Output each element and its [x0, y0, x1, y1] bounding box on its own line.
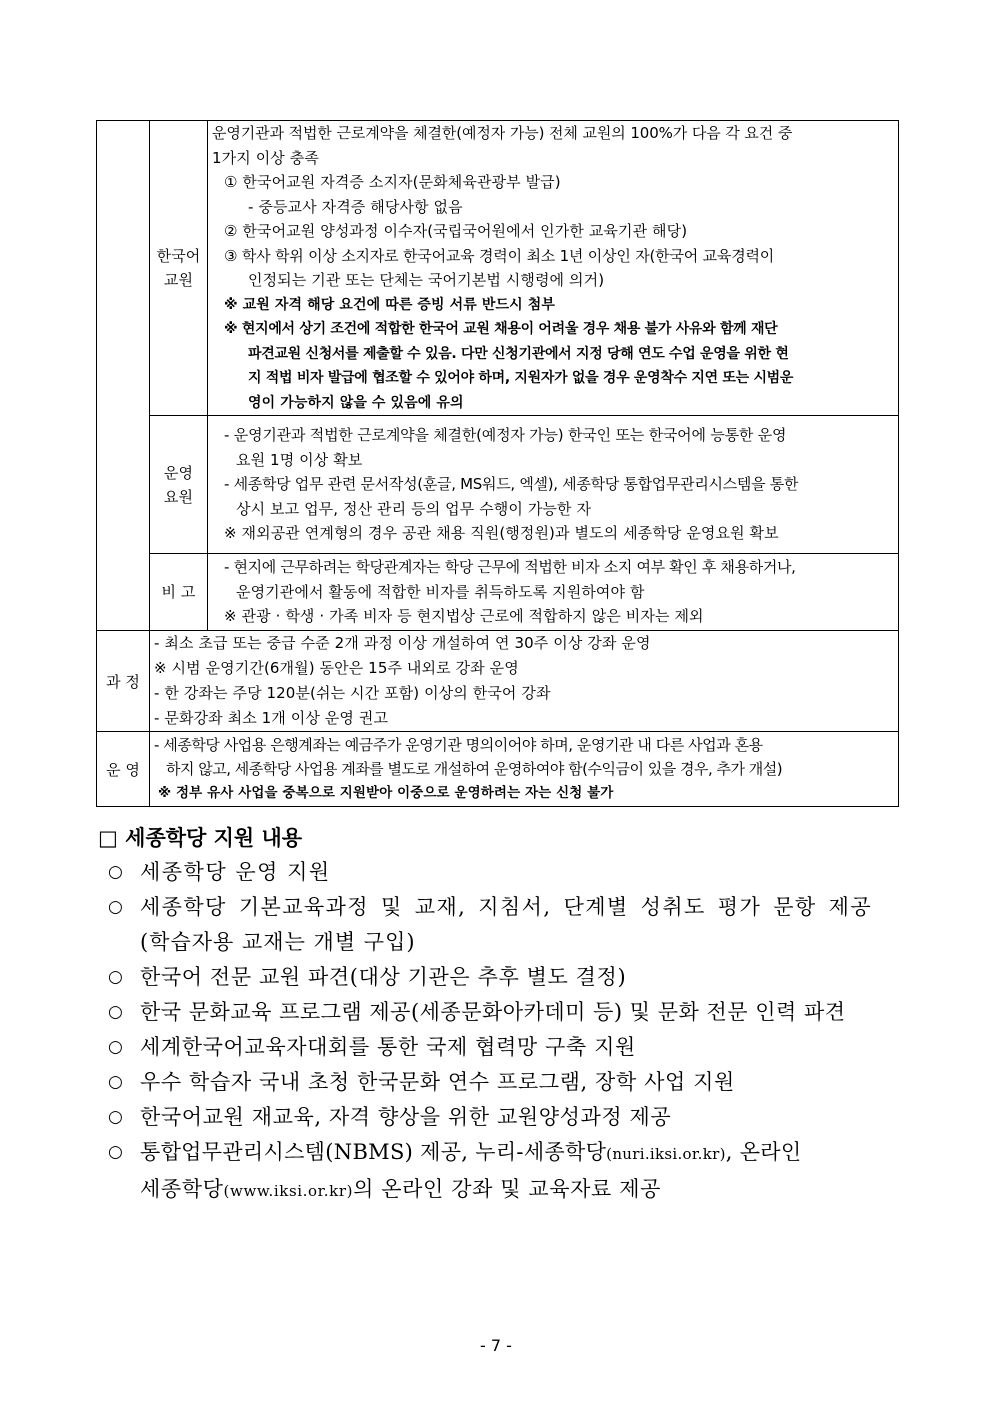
support-list	[108, 855, 900, 1209]
row-label-course	[97, 631, 150, 732]
bullet-icon: ○	[108, 967, 123, 987]
row-label-remarks	[150, 554, 208, 631]
url-text: (nuri.iksi.or.kr)	[606, 1145, 726, 1163]
text-line: 요원 1명 이상 확보	[236, 450, 363, 469]
staff-content	[208, 416, 899, 554]
empty-category-cell	[97, 121, 150, 631]
note-line: 파견교원 신청서를 제출할 수 있음. 다만 신청기관에서 지정 당해 연도 수업 운영을 위한 현	[248, 345, 789, 362]
bullet-icon: ○	[108, 1072, 123, 1092]
label-line: 한국어	[156, 247, 201, 265]
bullet-icon: ○	[108, 862, 123, 882]
label-line: 요원	[163, 487, 194, 506]
table-row-staff	[97, 416, 899, 554]
list-item	[108, 1100, 900, 1135]
table-row-operation	[97, 732, 899, 807]
item-text: 세종학당 운영 지원	[140, 860, 331, 884]
text-line: ※ 관광 · 학생 · 가족 비자 등 현지법상 근로에 적합하지 않은 비자는 제외	[224, 607, 704, 626]
table-row-remarks	[97, 554, 899, 631]
label-text: 과 정	[106, 672, 140, 691]
text-line: ※ 시범 운영기간(6개월) 동안은 15주 내외로 강좌 운영	[154, 659, 519, 677]
row-label-staff	[150, 416, 208, 554]
label-text: 운 영	[106, 760, 140, 779]
item-text: 한국어교원 재교육, 자격 향상을 위한 교원양성과정 제공	[140, 1105, 672, 1129]
item-text: 한국 문화교육 프로그램 제공(세종문화아카데미 등) 및 문화 전문 인력 파견	[140, 1000, 846, 1024]
text-line: 운영기관과 적법한 근로계약을 체결한(예정자 가능) 전체 교원의 100%가 다음 각 요건 중	[212, 124, 793, 142]
note-line: ※ 교원 자격 해당 요건에 따른 증빙 서류 반드시 첨부	[224, 296, 555, 313]
text-line: ③ 학사 학위 이상 소지자로 한국어교육 경력이 최소 1년 이상인 자(한국어 교육경력이	[224, 246, 775, 265]
item-text-part: 의 온라인 강좌 및 교육자료 제공	[353, 1177, 661, 1201]
operation-content	[150, 732, 899, 807]
text-line: 운영기관에서 활동에 적합한 비자를 취득하도록 지원하여야 함	[236, 582, 645, 601]
row-label-operation	[97, 732, 150, 807]
label-line: 비 고	[161, 583, 196, 601]
item-text: 세계한국어교육자대회를 통한 국제 협력망 구축 지원	[140, 1035, 636, 1059]
list-item	[108, 995, 900, 1030]
text-line: - 현지에 근무하려는 학당관계자는 학당 근무에 적법한 비자 소지 여부 확인 후 채용하거나,	[224, 558, 796, 577]
bullet-icon: ○	[108, 1107, 123, 1127]
text-line: - 최소 초급 또는 중급 수준 2개 과정 이상 개설하여 연 30주 이상 강좌 운영	[154, 634, 651, 652]
item-text: 우수 학습자 국내 초청 한국문화 연수 프로그램, 장학 사업 지원	[140, 1070, 735, 1094]
list-item	[108, 960, 900, 995]
item-text: 세종학당 기본교육과정 및 교재, 지침서, 단계별 성취도 평가 문항 제공	[140, 895, 873, 919]
item-text: 한국어 전문 교원 파견(대상 기관은 추후 별도 결정)	[140, 965, 627, 989]
text-line: 하지 않고, 세종학당 사업용 계좌를 별도로 개설하여 운영하여야 함(수익금이 있을 경우, 추가 개설)	[166, 760, 783, 778]
label-line: 운영	[163, 463, 194, 482]
text-line: ② 한국어교원 양성과정 이수자(국립국어원에서 인가한 교육기관 해당)	[224, 222, 688, 240]
text-line: ① 한국어교원 자격증 소지자(문화체육관광부 발급)	[224, 173, 561, 191]
note-line: ※ 현지에서 상기 조건에 적합한 한국어 교원 채용이 어려울 경우 채용 불가 사유와 함께 재단	[224, 321, 778, 337]
section-title: □ 세종학당 지원 내용	[98, 826, 303, 850]
bullet-icon: ○	[108, 1002, 123, 1022]
note-line: 영이 가능하지 않을 수 있음에 유의	[248, 394, 464, 411]
course-content	[150, 631, 899, 732]
list-item	[108, 1135, 900, 1209]
bullet-icon: ○	[108, 897, 123, 917]
note-line: ※ 정부 유사 사업을 중복으로 지원받아 이중으로 운영하려는 자는 신청 불가	[158, 785, 614, 801]
text-line: - 중등교사 자격증 해당사항 없음	[248, 197, 463, 216]
table-row-course	[97, 631, 899, 732]
text-line: 인정되는 기관 또는 단체는 국어기본법 시행령에 의거)	[248, 271, 605, 289]
bullet-icon: ○	[108, 1037, 123, 1057]
list-item	[108, 1030, 900, 1065]
text-line: - 한 강좌는 주당 120분(쉬는 시간 포함) 이상의 한국어 강좌	[154, 684, 551, 702]
korean-teacher-content	[208, 121, 899, 416]
text-line: - 세종학당 업무 관련 문서작성(훈글, MS워드, 엑셀), 세종학당 통합업무관리시스템을 통한	[224, 475, 799, 494]
text-line: 상시 보고 업무, 정산 관리 등의 업무 수행이 가능한 자	[236, 499, 592, 518]
item-text-part: , 온라인	[725, 1140, 802, 1164]
item-text-part: 세종학당	[140, 1177, 224, 1201]
list-item	[108, 890, 900, 960]
text-line: 1가지 이상 충족	[212, 148, 319, 167]
label-line: 교원	[163, 271, 194, 289]
item-text	[140, 1135, 900, 1172]
requirements-table	[96, 120, 899, 807]
text-line: - 세종학당 사업용 은행계좌는 예금주가 운영기관 명의이어야 하며, 운영기관 내 다른 사업과 혼용	[154, 736, 763, 754]
item-text-continued: (학습자용 교재는 개별 구입)	[140, 930, 416, 954]
text-line: - 운영기관과 적법한 근로계약을 체결한(예정자 가능) 한국인 또는 한국어에 능통한 운영	[224, 426, 787, 445]
list-item	[108, 855, 900, 890]
table-row-korean-teacher	[97, 121, 899, 416]
remarks-content	[208, 554, 899, 631]
page-number: - 7 -	[480, 1336, 512, 1355]
row-label-korean-teacher	[150, 121, 208, 416]
item-text-continued	[140, 1172, 900, 1209]
note-line: 지 적법 비자 발급에 협조할 수 있어야 하며, 지원자가 없을 경우 운영착수 지연 또는 시범운	[248, 370, 794, 386]
bullet-icon: ○	[108, 1142, 123, 1162]
text-line: - 문화강좌 최소 1개 이상 운영 권고	[154, 709, 389, 727]
list-item	[108, 1065, 900, 1100]
item-text-part: 통합업무관리시스템(NBMS) 제공, 누리-세종학당	[140, 1140, 607, 1164]
url-text: (www.iksi.or.kr)	[223, 1182, 354, 1200]
text-line: ※ 재외공관 연계형의 경우 공관 채용 직원(행정원)과 별도의 세종학당 운영요원 확보	[224, 524, 779, 543]
